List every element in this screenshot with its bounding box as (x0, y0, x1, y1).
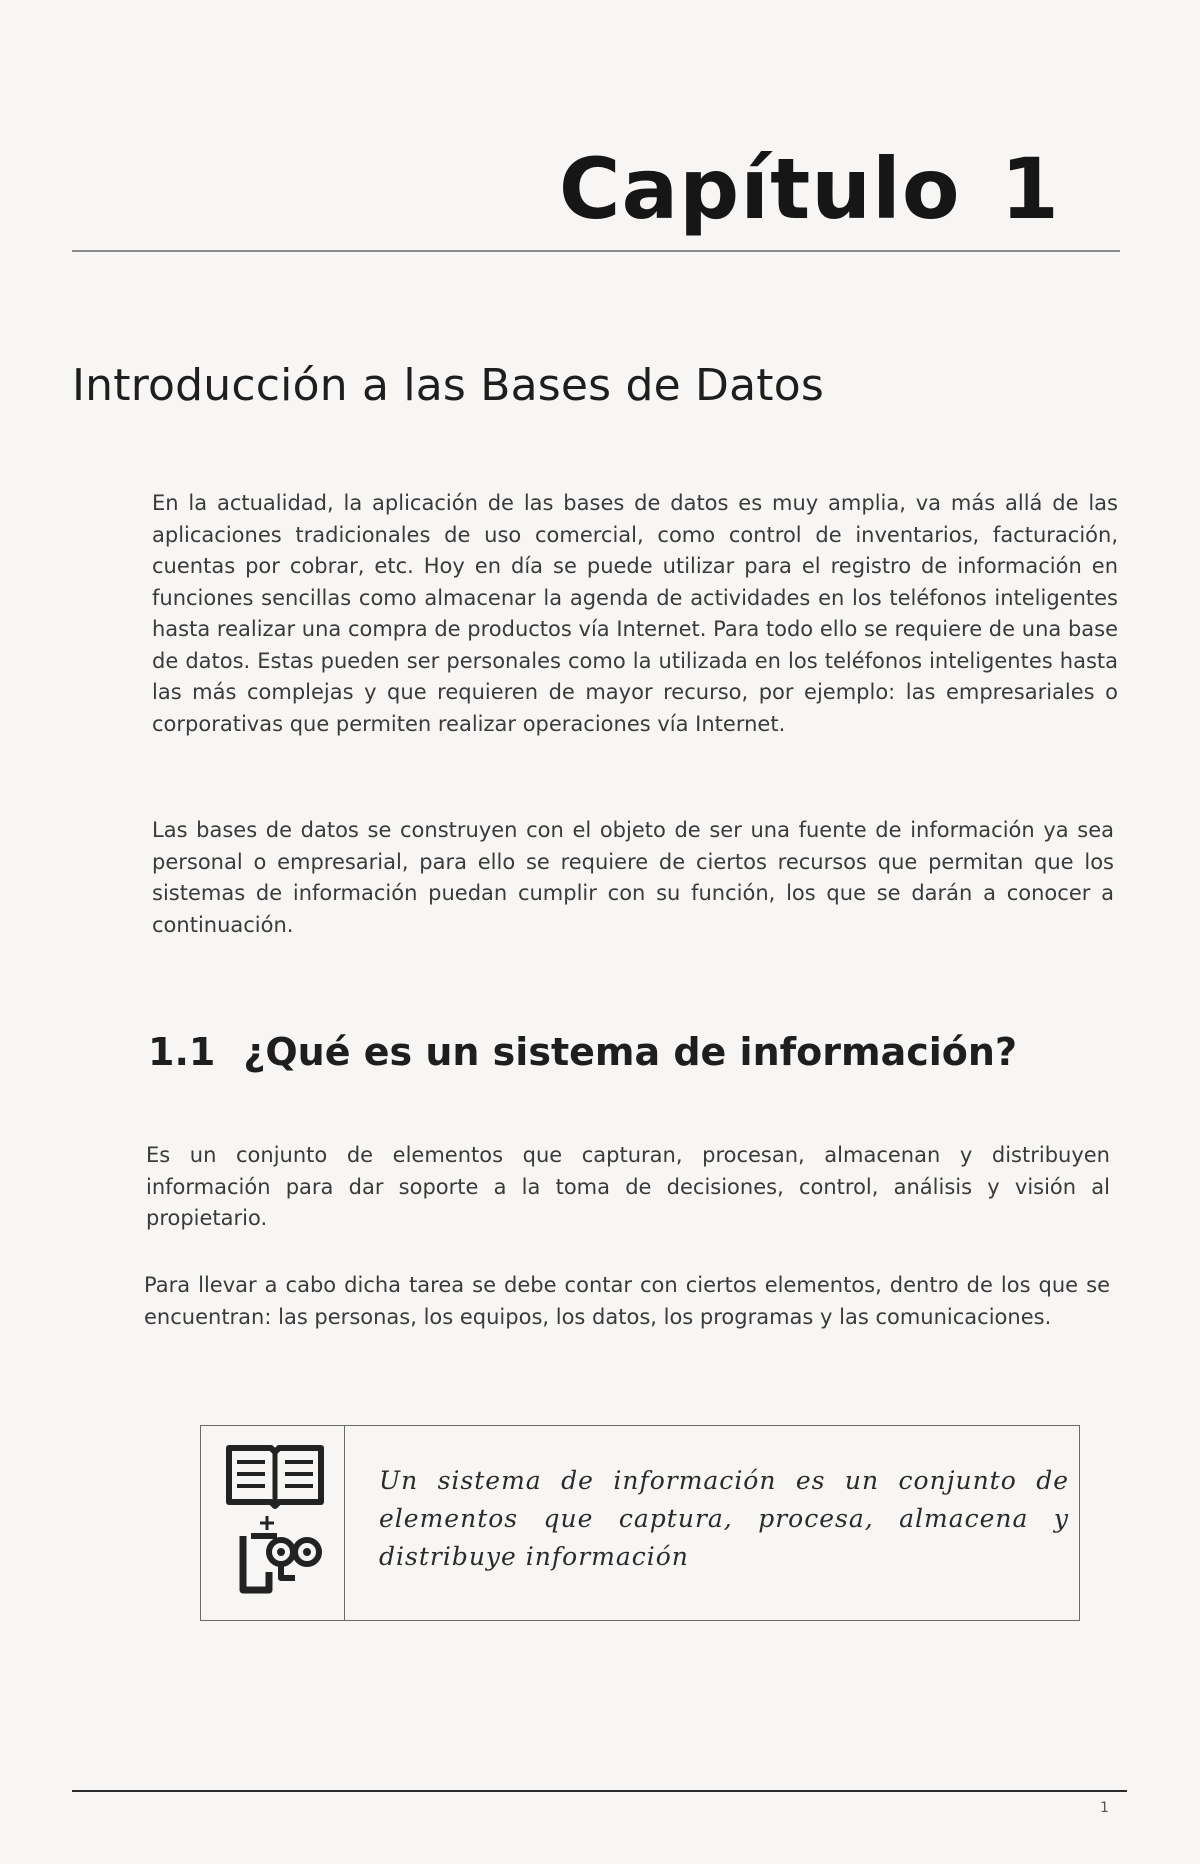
chapter-heading (559, 140, 1060, 238)
chapter-number: 1 (1000, 140, 1060, 238)
subsection-paragraph-2: Para llevar a cabo dicha tarea se debe contar con ciertos elementos, dentro de los que se encuentran: las personas, los equipos, los datos, los programas y las comunicaciones. (144, 1273, 1110, 1329)
subsection-number: 1.1 (148, 1030, 216, 1074)
subsection-paragraph-1: Es un conjunto de elementos que capturan, procesan, almacenan y distribuyen información para dar soporte a la toma de decisiones, control, análisis y visión al propietario. (146, 1143, 1110, 1230)
reader-with-book-icon (223, 1440, 327, 1608)
subsection-heading (148, 1030, 1017, 1074)
page-number: 1 (1100, 1800, 1109, 1816)
callout-definition-text: Un sistema de información es un conjunto de elementos que captura, procesa, almacena y distribuye información (379, 1466, 1069, 1571)
section-title: Introducción a las Bases de Datos (72, 360, 825, 411)
intro-paragraph-1: En la actualidad, la aplicación de las bases de datos es muy amplia, va más allá de las aplicaciones tradicionales de uso comercial, como control de inventarios, facturación, cuentas por cobrar, etc. Hoy en día se puede utilizar para el registro de información en funciones sencillas como almacenar la agenda de actividades en los teléfonos inteligentes hasta realizar una compra de productos vía Internet. Para todo ello se requiere de una base de datos. Estas pueden ser personales como la utilizada en los teléfonos inteligentes hasta las más complejas y que requieren de mayor recurso, por ejemplo: las empresariales o corporativas que permiten realizar operaciones vía Internet. (152, 491, 1118, 736)
definition-callout (200, 1425, 1080, 1621)
callout-icon-cell (201, 1426, 345, 1620)
chapter-label: Capítulo (558, 140, 961, 238)
intro-paragraph-2: Las bases de datos se construyen con el objeto de ser una fuente de información ya sea personal o empresarial, para ello se requiere de ciertos recursos que permitan que los sistemas de información puedan cumplir con su función, los que se darán a conocer a continuación. (152, 818, 1114, 937)
chapter-divider (72, 250, 1120, 252)
footer-divider (72, 1790, 1127, 1792)
subsection-title: ¿Qué es un sistema de información? (243, 1030, 1018, 1074)
